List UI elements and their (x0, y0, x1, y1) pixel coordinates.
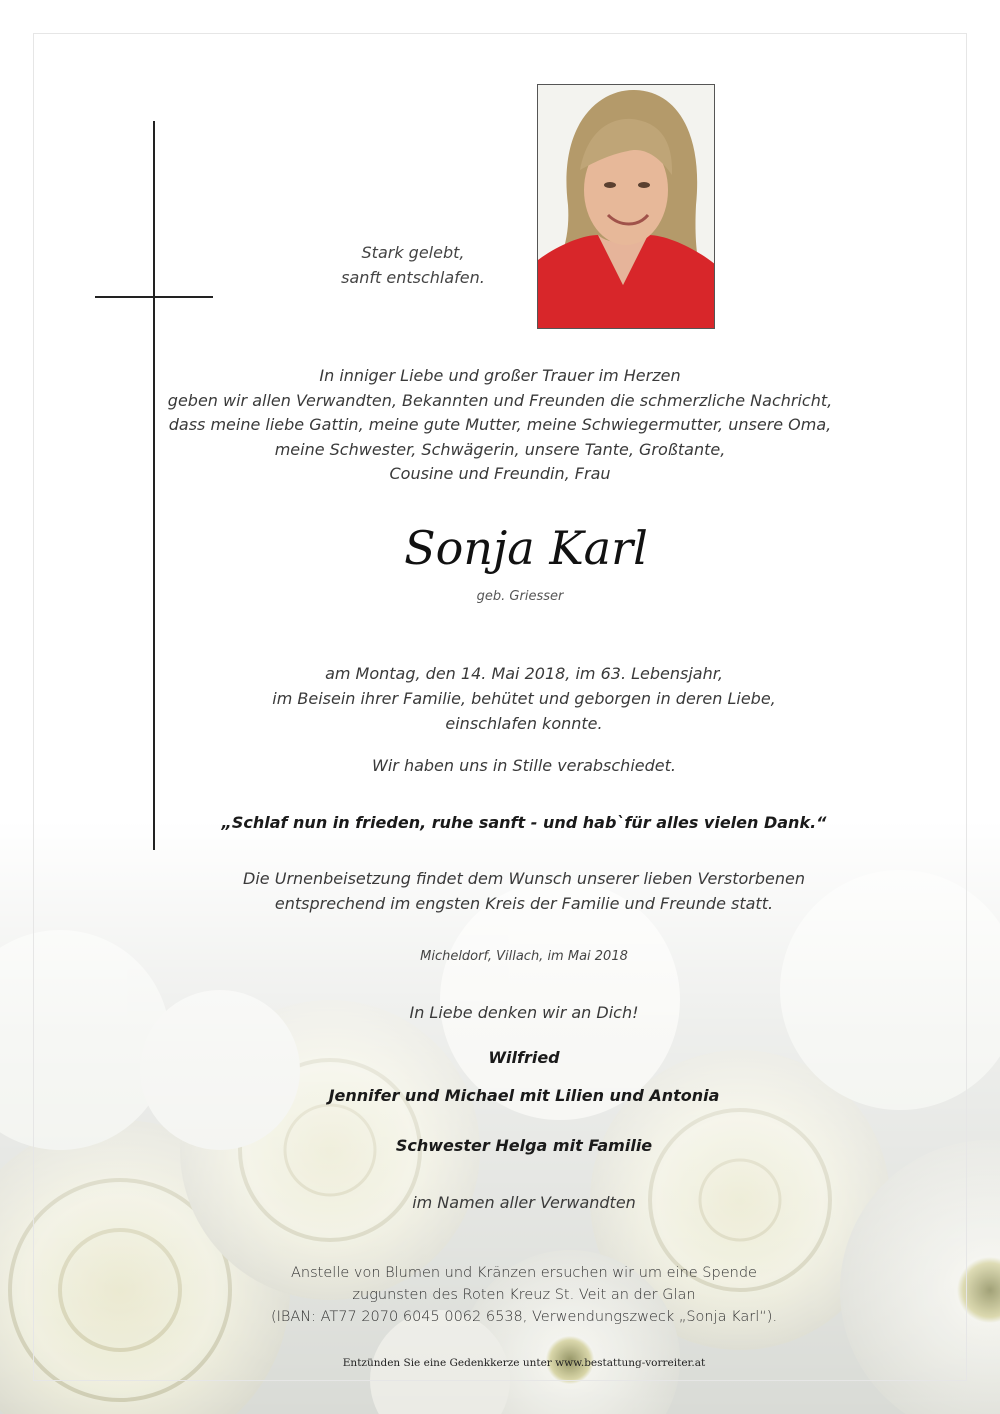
intro-line: geben wir allen Verwandten, Bekannten und Freunden die schmerzliche Nachricht, (167, 390, 833, 410)
portrait-photo (537, 84, 715, 329)
mourner-name: Jennifer und Michael mit Lilien und Antonia (328, 1086, 720, 1105)
donation-request (24, 1262, 1000, 1328)
maiden-name: geb. Griesser (476, 589, 564, 604)
urn-burial-line: Die Urnenbeisetzung findet dem Wunsch unserer lieben Verstorbenen (243, 869, 805, 888)
donation-line: Anstelle von Blumen und Kränzen ersuchen wir um eine Spende (291, 1265, 757, 1281)
death-notice-line: einschlafen konnte. (445, 714, 603, 733)
farewell-text: Wir haben uns in Stille verabschiedet. (372, 756, 676, 775)
remembrance-text: In Liebe denken wir an Dich! (409, 1003, 639, 1022)
mourner-name: Wilfried (488, 1048, 560, 1067)
death-notice-line: am Montag, den 14. Mai 2018, im 63. Lebensjahr, (325, 664, 723, 683)
footer-candle-link[interactable]: Entzünden Sie eine Gedenkkerze unter www.bestattung-vorreiter.at (342, 1357, 706, 1369)
mourner-name: Schwester Helga mit Familie (395, 1136, 653, 1155)
intro-text (0, 364, 1000, 487)
intro-line: In inniger Liebe und großer Trauer im Herzen (319, 366, 681, 385)
donation-line: (IBAN: AT77 2070 6045 0062 6538, Verwendungszweck „Sonja Karl“). (270, 1309, 778, 1325)
motto (0, 240, 826, 290)
intro-line: Cousine und Freundin, Frau (389, 464, 611, 484)
motto-line: sanft entschlafen. (341, 268, 485, 287)
family-note: im Namen aller Verwandten (412, 1193, 636, 1212)
death-notice-line: im Beisein ihrer Familie, behütet und geborgen in deren Liebe, (272, 689, 776, 708)
death-notice (24, 661, 1000, 736)
quote: „Schlaf nun in frieden, ruhe sanft - und hab`für alles vielen Dank.“ (221, 813, 827, 832)
intro-line: dass meine liebe Gattin, meine gute Mutter, meine Schwiegermutter, unsere Oma, (168, 415, 832, 435)
donation-line: zugunsten des Roten Kreuz St. Veit an der Glan (352, 1287, 696, 1303)
urn-burial-text (24, 866, 1000, 916)
deceased-name: Sonja Karl (404, 521, 648, 575)
intro-line: meine Schwester, Schwägerin, unsere Tante, Großtante, (274, 439, 726, 459)
urn-burial-line: entsprechend im engsten Kreis der Familie und Freunde statt. (274, 894, 774, 913)
place-date: Micheldorf, Villach, im Mai 2018 (420, 949, 628, 964)
motto-line: Stark gelebt, (361, 243, 465, 262)
cross-icon-bar (95, 296, 213, 298)
